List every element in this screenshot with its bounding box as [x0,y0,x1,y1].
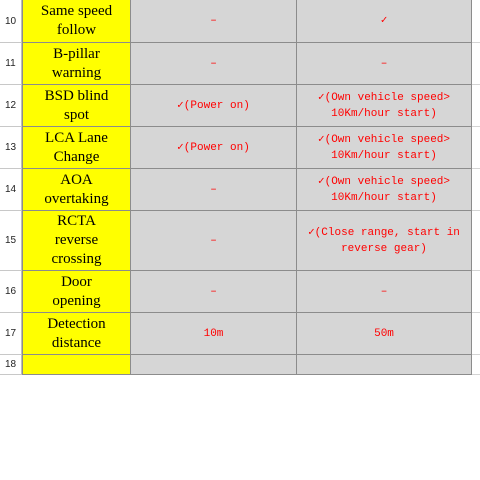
row-header[interactable]: 10 [0,0,22,43]
empty-cell[interactable] [472,355,480,375]
value-b-text: – [210,15,217,27]
value-c-text: ✓(Close range, start in reverse gear) [308,226,460,255]
feature-text: AOA overtaking [44,171,109,207]
row-header[interactable]: 14 [0,169,22,211]
value-c-text: – [380,57,388,70]
table-row [0,169,480,211]
empty-cell[interactable] [472,169,480,211]
value-cell-b[interactable] [131,211,297,271]
value-cell-b[interactable] [131,0,297,43]
feature-cell[interactable] [22,127,131,169]
empty-cell[interactable] [472,85,480,127]
value-cell-b[interactable] [131,127,297,169]
row-header[interactable]: 11 [0,43,22,85]
value-b-text: – [210,285,217,298]
table-row [0,313,480,355]
value-cell-c[interactable] [297,43,472,85]
feature-cell[interactable] [22,169,131,211]
feature-cell[interactable] [22,313,131,355]
value-c-text: – [380,285,388,298]
row-header[interactable]: 16 [0,271,22,313]
feature-text: Detection distance [47,315,106,351]
value-b-text: – [210,234,217,247]
feature-text: Door opening [52,273,101,309]
value-b-text: – [210,57,217,70]
value-c-text: ✓ [380,15,388,27]
empty-cell[interactable] [472,43,480,85]
empty-cell[interactable] [472,271,480,313]
feature-cell[interactable] [22,211,131,271]
value-b-text: 10m [203,327,224,340]
value-b-text: – [210,183,217,196]
empty-cell[interactable] [472,313,480,355]
table-row [0,0,480,43]
feature-cell[interactable] [22,355,131,375]
value-c-text: ✓(Own vehicle speed> 10Km/hour start) [317,91,451,120]
value-cell-c[interactable] [297,169,472,211]
row-header[interactable]: 17 [0,313,22,355]
feature-text: Same speed follow [40,3,113,38]
value-cell-c[interactable] [297,85,472,127]
value-cell-b[interactable] [131,43,297,85]
row-header[interactable]: 13 [0,127,22,169]
value-cell-b[interactable] [131,355,297,375]
value-cell-b[interactable] [131,271,297,313]
value-c-text: ✓(Own vehicle speed> 10Km/hour start) [317,175,451,204]
feature-cell[interactable] [22,271,131,313]
value-cell-c[interactable] [297,271,472,313]
feature-text: BSD blind spot [44,87,109,123]
value-cell-c[interactable] [297,211,472,271]
feature-cell[interactable] [22,85,131,127]
table-row [0,127,480,169]
value-cell-c[interactable] [297,127,472,169]
value-cell-c[interactable] [297,355,472,375]
row-header[interactable]: 15 [0,211,22,271]
empty-cell[interactable] [472,211,480,271]
table-row [0,211,480,271]
table-row [0,271,480,313]
value-cell-b[interactable] [131,313,297,355]
feature-cell[interactable] [22,43,131,85]
table-row [0,85,480,127]
value-cell-b[interactable] [131,169,297,211]
row-header[interactable]: 18 [0,355,22,375]
value-cell-c[interactable] [297,0,472,43]
value-c-text: ✓(Own vehicle speed> 10Km/hour start) [317,133,451,162]
feature-cell[interactable] [22,0,131,43]
table-row [0,355,480,375]
value-b-text: ✓(Power on) [177,141,250,154]
value-cell-c[interactable] [297,313,472,355]
value-c-text: 50m [374,327,394,340]
row-header[interactable]: 12 [0,85,22,127]
table-row [0,43,480,85]
feature-text: LCA Lane Change [45,129,108,165]
empty-cell[interactable] [472,127,480,169]
value-cell-b[interactable] [131,85,297,127]
empty-cell[interactable] [472,0,480,43]
feature-text: RCTA reverse crossing [51,213,102,267]
value-b-text: ✓(Power on) [177,99,250,112]
feature-text: B-pillar warning [51,45,102,81]
